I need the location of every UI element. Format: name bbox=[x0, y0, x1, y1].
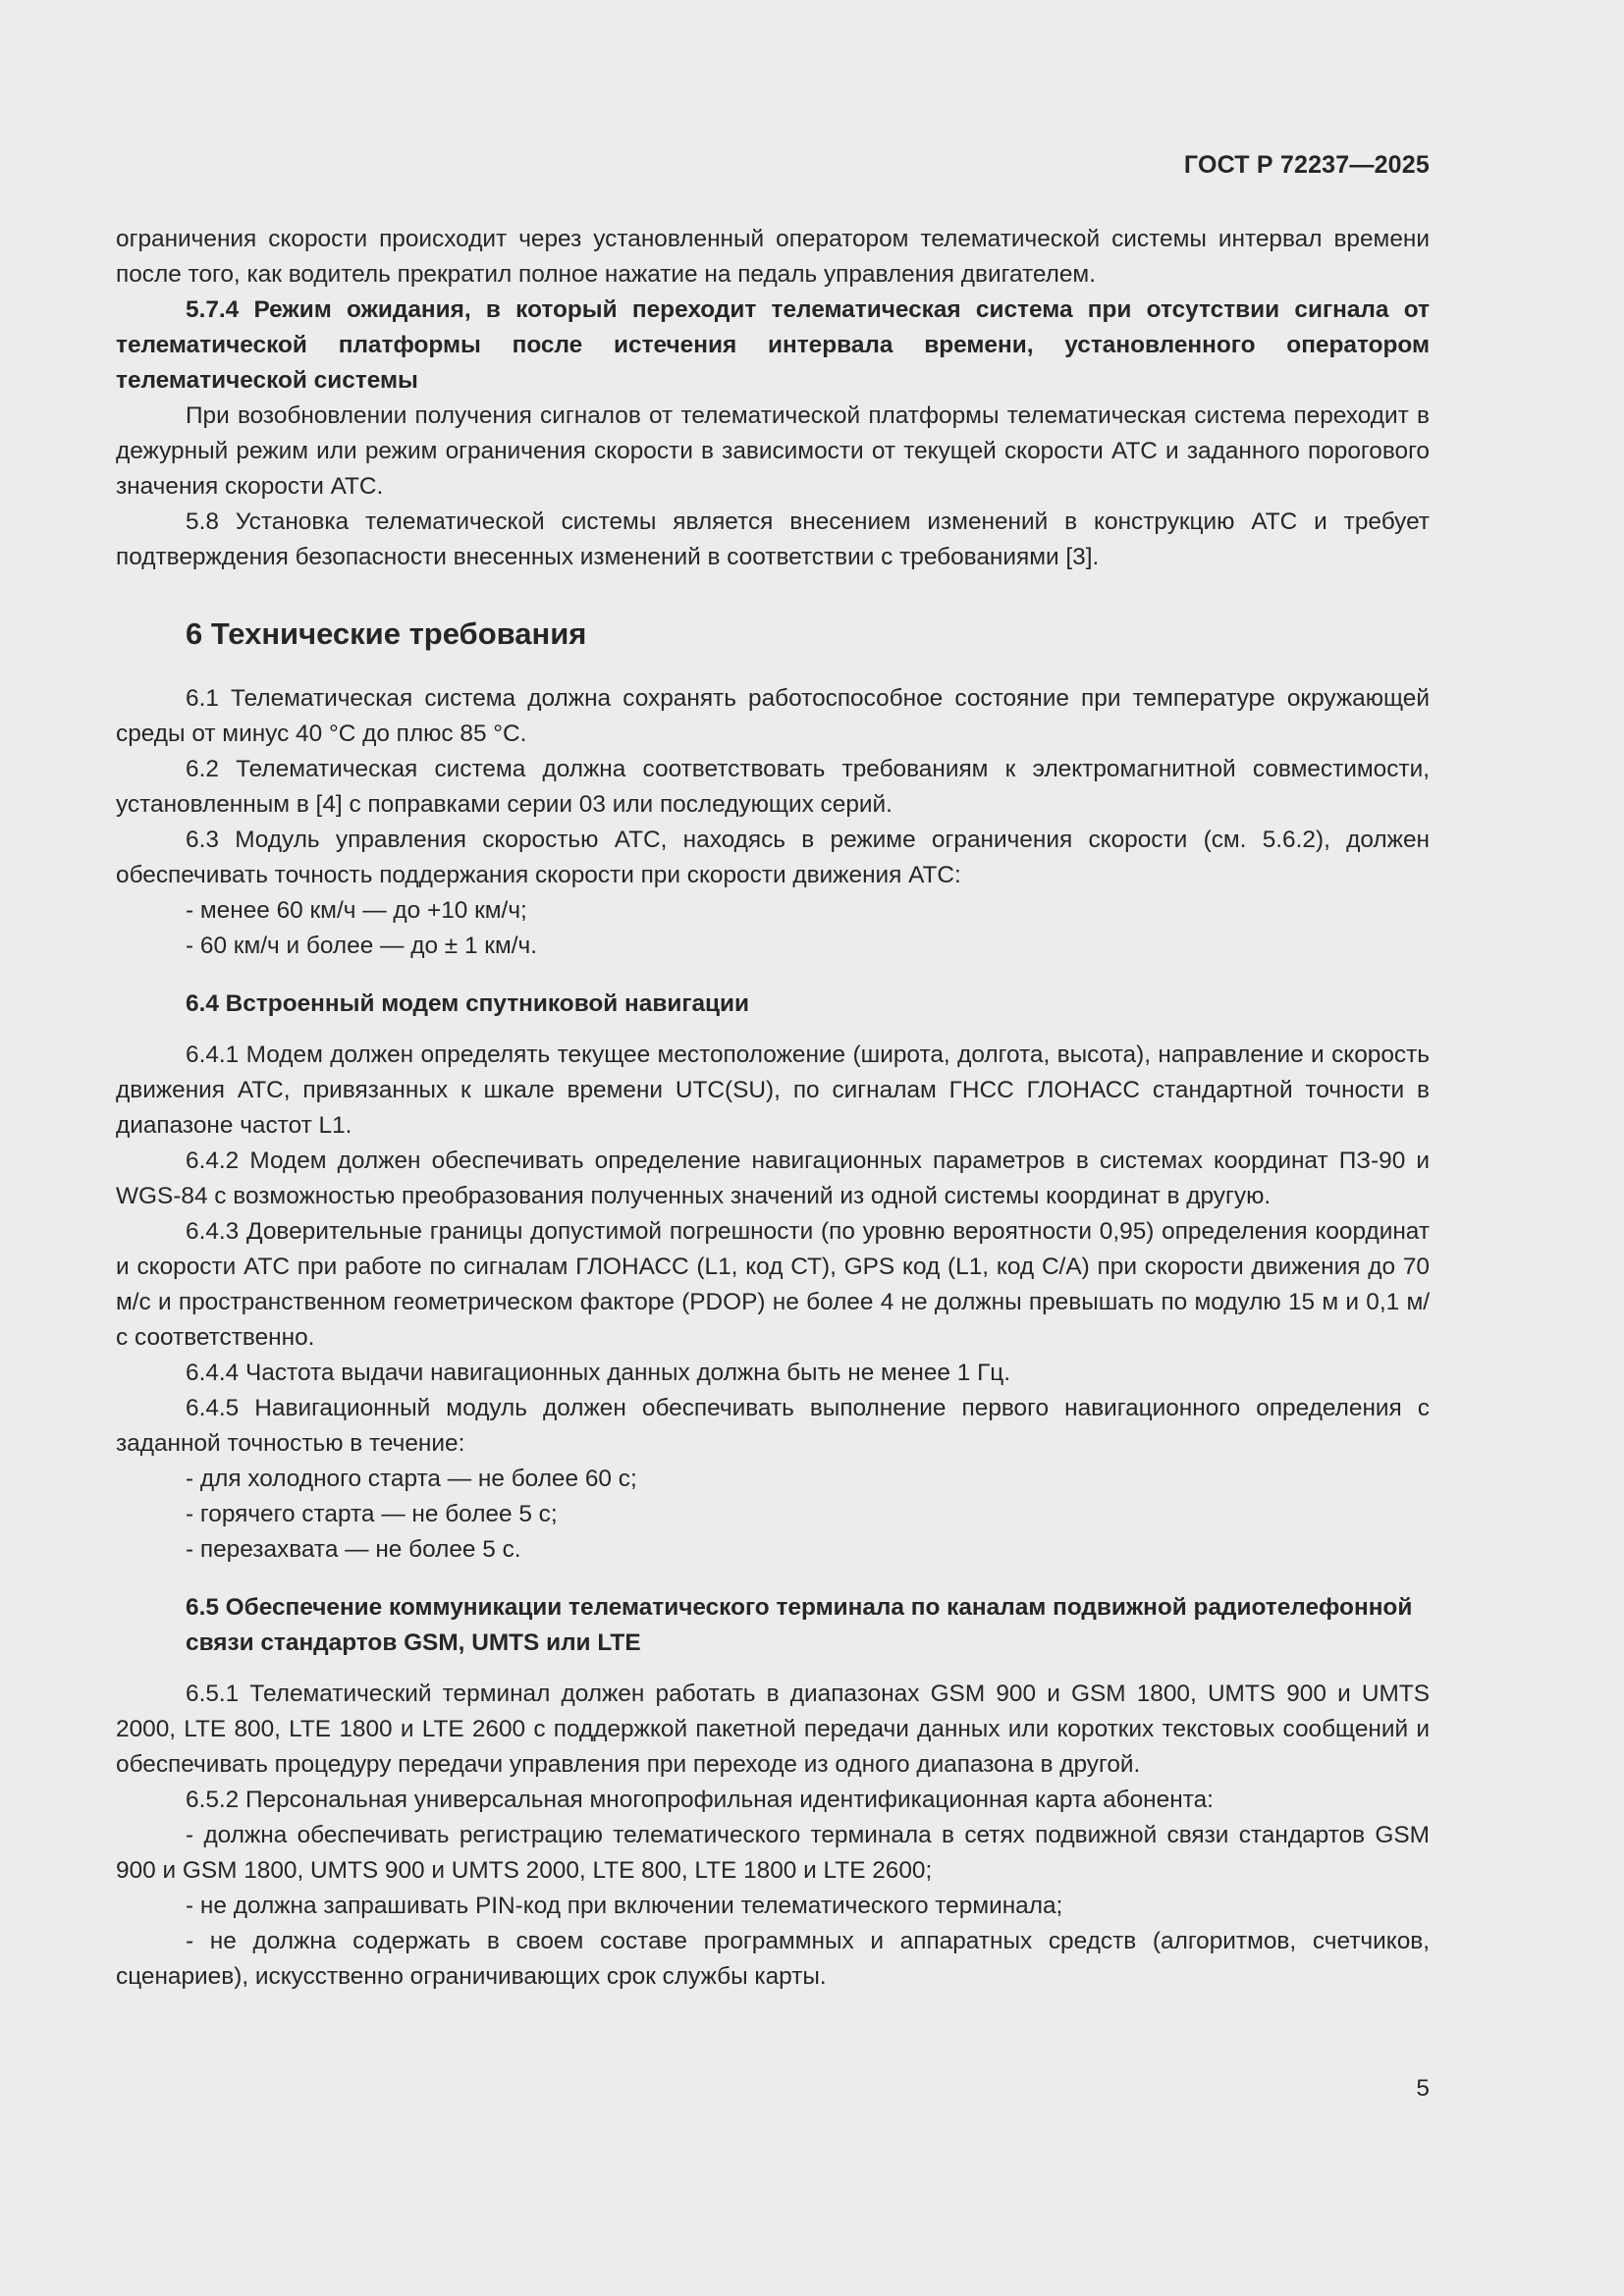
clause-6-4-5: 6.4.5 Навигационный модуль должен обеспечивать выполнение первого навигационного определения с заданной точностью в течение: bbox=[116, 1395, 1430, 1457]
clause-6-1: 6.1 Телематическая система должна сохранять работоспособное состояние при температуре окружающей среды от минус 40 °С до плюс 85 °С. bbox=[116, 685, 1430, 747]
subsection-6-4-heading: 6.4 Встроенный модем спутниковой навигации bbox=[186, 990, 750, 1017]
paragraph-continuation: ограничения скорости происходит через установленный оператором телематической системы интервал времени после того, как водитель прекратил полное нажатие на педаль управления двигателем. bbox=[116, 226, 1430, 288]
clause-5-8: 5.8 Установка телематической системы является внесением изменений в конструкцию АТС и требует подтверждения безопасности внесенных изменений в соответствии с требованиями [3]. bbox=[116, 508, 1430, 570]
clause-6-5-2: 6.5.2 Персональная универсальная многопрофильная идентификационная карта абонента: bbox=[186, 1787, 1214, 1813]
clause-6-5-1: 6.5.1 Телематический терминал должен работать в диапазонах GSM 900 и GSM 1800, UMTS 900 и UMTS 2000, LTE 800, LTE 1800 и LTE 2600 с поддержкой пакетной передачи данных или коротких текстовых сообщений и обеспечивать процедуру передачи управления при переходе из одного диапазона в другой. bbox=[116, 1681, 1430, 1778]
document-page bbox=[116, 0, 1430, 2296]
list-item: - менее 60 км/ч — до +10 км/ч; bbox=[186, 897, 527, 924]
list-item: - не должна запрашивать PIN-код при включении телематического терминала; bbox=[186, 1893, 1063, 1919]
document-id-header: ГОСТ Р 72237—2025 bbox=[1183, 151, 1430, 179]
list-item: - горячего старта — не более 5 с; bbox=[186, 1501, 558, 1527]
subsection-6-5-heading: 6.5 Обеспечение коммуникации телематического терминала по каналам подвижной радиотелефонной связи стандартов GSM, UMTS или LTE bbox=[186, 1594, 1413, 1656]
clause-5-7-4-title: 5.7.4 Режим ожидания, в который переходит телематическая система при отсутствии сигнала от телематической платформы после истечения интервала времени, установленного оператором телематической системы bbox=[116, 296, 1430, 394]
list-item: - для холодного старта — не более 60 с; bbox=[186, 1466, 637, 1492]
clause-5-7-4-text: При возобновлении получения сигналов от телематической платформы телематическая система переходит в дежурный режим или режим ограничения скорости в зависимости от текущей скорости АТС и заданного порогового значения скорости АТС. bbox=[116, 402, 1430, 500]
clause-6-3: 6.3 Модуль управления скоростью АТС, находясь в режиме ограничения скорости (см. 5.6.2), должен обеспечивать точность поддержания скорости при скорости движения АТС: bbox=[116, 827, 1430, 888]
page-number: 5 bbox=[1416, 2075, 1430, 2102]
clause-6-4-1: 6.4.1 Модем должен определять текущее местоположение (широта, долгота, высота), направление и скорость движения АТС, привязанных к шкале времени UTC(SU), по сигналам ГНСС ГЛОНАСС стандартной точности в диапазоне частот L1. bbox=[116, 1041, 1430, 1139]
clause-6-4-4: 6.4.4 Частота выдачи навигационных данных должна быть не менее 1 Гц. bbox=[186, 1360, 1011, 1386]
section-6-heading: 6 Технические требования bbox=[186, 616, 587, 651]
clause-6-4-3: 6.4.3 Доверительные границы допустимой погрешности (по уровню вероятности 0,95) определения координат и скорости АТС при работе по сигналам ГЛОНАСС (L1, код СТ), GPS код (L1, код С/А) при скорости движения до 70 м/с и пространственном геометрическом факторе (PDOP) не более 4 не должны превышать по модулю 15 м и 0,1 м/с соответственно. bbox=[116, 1218, 1430, 1351]
document-body bbox=[116, 222, 1430, 1995]
list-item: - не должна содержать в своем составе программных и аппаратных средств (алгоритмов, счетчиков, сценариев), искусственно ограничивающих срок службы карты. bbox=[116, 1928, 1430, 1990]
clause-6-2: 6.2 Телематическая система должна соответствовать требованиям к электромагнитной совместимости, установленным в [4] с поправками серии 03 или последующих серий. bbox=[116, 756, 1430, 818]
list-item: - перезахвата — не более 5 с. bbox=[186, 1536, 521, 1563]
list-item: - должна обеспечивать регистрацию телематического терминала в сетях подвижной связи стандартов GSM 900 и GSM 1800, UMTS 900 и UMTS 2000, LTE 800, LTE 1800 и LTE 2600; bbox=[116, 1822, 1430, 1884]
list-item: - 60 км/ч и более — до ± 1 км/ч. bbox=[186, 933, 537, 959]
clause-6-4-2: 6.4.2 Модем должен обеспечивать определение навигационных параметров в системах координат ПЗ-90 и WGS-84 с возможностью преобразования полученных значений из одной системы координат в другую. bbox=[116, 1148, 1430, 1209]
